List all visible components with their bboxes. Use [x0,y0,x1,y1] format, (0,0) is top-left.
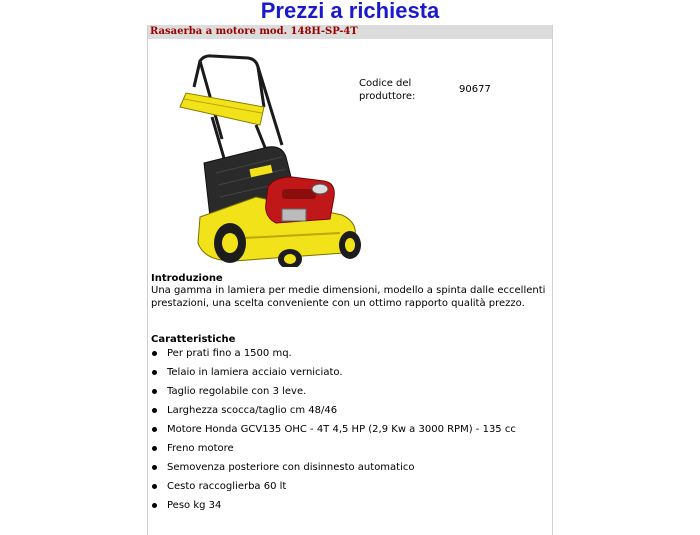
feature-text: Freno motore [167,443,234,454]
intro-heading: Introduzione [151,273,223,284]
feature-text: Per prati fino a 1500 mq. [167,348,292,359]
manufacturer-code-label: Codice del produttore: [359,78,416,102]
list-item [151,442,549,455]
bullet-icon [152,389,157,394]
manufacturer-code-value: 90677 [459,84,491,95]
features-heading: Caratteristiche [151,334,236,345]
feature-text: Peso kg 34 [167,500,222,511]
bullet-icon [152,446,157,451]
bullet-icon [152,484,157,489]
bullet-icon [152,503,157,508]
feature-text: Motore Honda GCV135 OHC - 4T 4,5 HP (2,9 Kw a 3000 RPM) - 135 cc [167,424,516,435]
list-item [151,347,549,360]
features-list [151,347,549,518]
feature-text: Cesto raccoglierba 60 lt [167,481,287,492]
intro-text: Una gamma in lamiera per medie dimensioni, modello a spinta dalle eccellenti prestazioni, una scelta conveniente con un ottimo rapporto qualità prezzo. [151,285,546,309]
feature-text: Larghezza scocca/taglio cm 48/46 [167,405,338,416]
bullet-icon [152,351,157,356]
bullet-icon [152,408,157,413]
product-name: Rasaerba a motore mod. 148H-SP-4T [148,25,552,39]
list-item [151,404,549,417]
feature-text: Semovenza posteriore con disinnesto automatico [167,462,415,473]
page-title: Prezzi a richiesta [260,0,440,23]
bullet-icon [152,465,157,470]
list-item [151,385,549,398]
lawn-mower-icon [164,47,364,267]
feature-text: Taglio regolabile con 3 leve. [167,386,307,397]
list-item [151,461,549,474]
bullet-icon [152,427,157,432]
list-item [151,423,549,436]
product-image[interactable] [164,47,364,267]
list-item [151,366,549,379]
product-card [147,25,553,535]
bullet-icon [152,370,157,375]
feature-text: Telaio in lamiera acciaio verniciato. [167,367,343,378]
list-item [151,480,549,493]
list-item [151,499,549,512]
